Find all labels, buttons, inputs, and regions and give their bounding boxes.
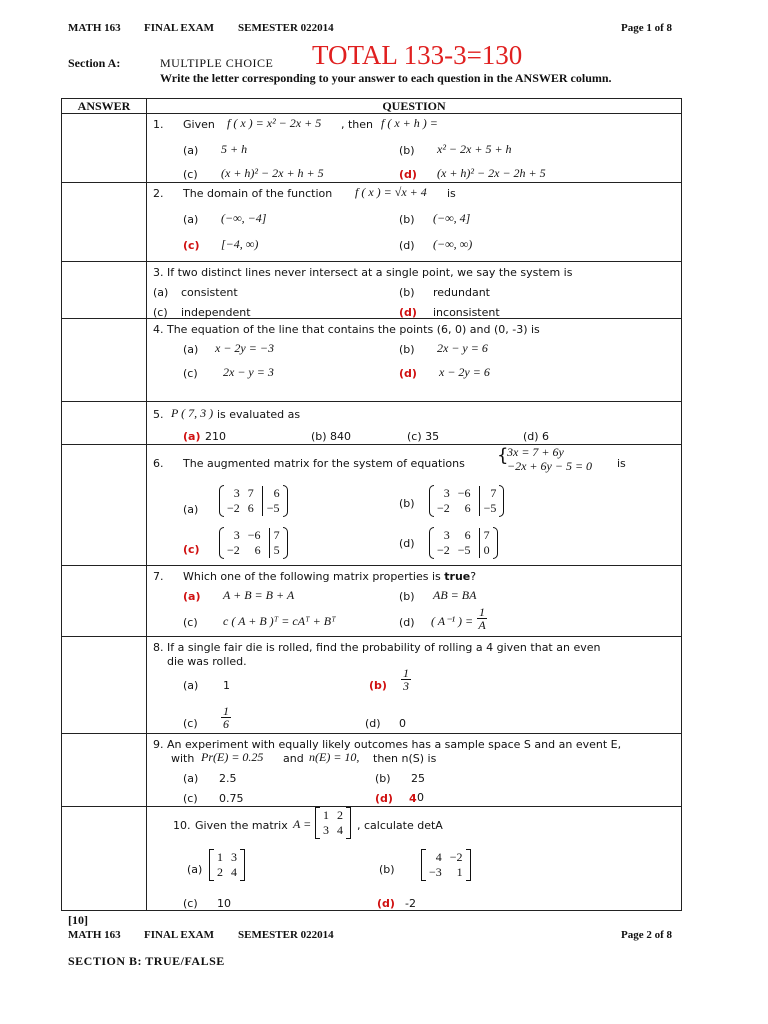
augmented-matrix [219, 485, 288, 520]
section-type: MULTIPLE CHOICE [160, 56, 274, 70]
equation: −2x + 6y − 5 = 0 [507, 459, 593, 473]
matrix-entry: 4 [231, 865, 237, 879]
option-value: AB = BA [433, 588, 477, 602]
question-column-header: QUESTION [147, 99, 682, 114]
option-label: (c) [183, 717, 198, 730]
answer-cell[interactable] [62, 637, 147, 734]
answer-cell[interactable] [62, 734, 147, 807]
option-label: (c) [183, 792, 198, 805]
option-value: 5 + h [221, 142, 248, 156]
matrix-entry: −2 [227, 543, 240, 557]
question-text: The domain of the function [183, 187, 333, 200]
answer-cell[interactable] [62, 402, 147, 445]
option-value: 2.5 [219, 772, 237, 785]
correct-option-label: (d) [399, 367, 417, 380]
question-number: 6. [153, 457, 164, 470]
option-d: (d) 6 [523, 430, 550, 443]
option-value: 25 [411, 772, 425, 785]
question-text: , then [341, 118, 374, 131]
option-label: (a) [183, 772, 199, 785]
equation: 3x = 7 + 6y [507, 445, 564, 459]
option-value: [−4, ∞) [221, 237, 259, 251]
question-text: then n(S) is [373, 752, 437, 765]
option-value: inconsistent [433, 306, 500, 319]
matrix-entry: 4 [337, 823, 343, 837]
option-label: (b) [399, 144, 415, 157]
option-value: c ( A + B )ᵀ = cAᵀ + Bᵀ [223, 614, 336, 628]
question-row [62, 114, 682, 183]
option-c: (c) 35 [407, 430, 440, 443]
math-expr: A = [293, 817, 312, 831]
option-value: 1 [223, 679, 230, 692]
course-code: MATH 163 [68, 929, 121, 941]
semester: SEMESTER 022014 [238, 22, 334, 34]
fraction: $\frac{1}{A}$ [478, 605, 486, 632]
correct-option-label: (d) [375, 792, 393, 805]
option-label: (c) [183, 897, 198, 910]
matrix-entry: 1 [323, 808, 329, 822]
option-value: 2x − y = 3 [223, 365, 274, 379]
matrix-entry: 2 [337, 808, 343, 822]
page-number: Page 2 of 8 [620, 929, 672, 941]
matrix-entry: −2 [437, 543, 450, 557]
matrix-entry: 6 [247, 501, 254, 515]
question-number: 7. [153, 570, 164, 583]
math-expr: f ( x ) = √x + 4 [355, 185, 427, 199]
option-value: 0 [399, 717, 406, 730]
correct-option-label: (d) [399, 168, 417, 181]
option-label: (a) [153, 286, 169, 299]
fraction: $\frac{1}{3}$ [403, 666, 409, 693]
answer-cell[interactable] [62, 319, 147, 402]
matrix-entry: 3 [443, 528, 450, 542]
matrix-entry: 0 [479, 543, 490, 558]
option-value: (−∞, ∞) [433, 237, 473, 251]
question-row [62, 445, 682, 566]
matrix-entry: 6 [464, 501, 471, 515]
option-label: (d) [399, 537, 415, 550]
question-row [62, 566, 682, 637]
option-value: x − 2y = −3 [215, 341, 274, 355]
augmented-matrix [429, 527, 498, 562]
question-row [62, 402, 682, 445]
question-text: , calculate detA [357, 819, 443, 832]
option-label: (b) [379, 863, 395, 876]
matrix-entry: −2 [437, 501, 450, 515]
answer-cell[interactable] [62, 114, 147, 183]
section-label: Section A: [68, 56, 121, 70]
option-value: 0 [417, 791, 424, 804]
matrix-entry: −5 [262, 501, 280, 516]
matrix [421, 849, 471, 884]
matrix-entry: 7 [247, 486, 254, 500]
question-row [62, 807, 682, 911]
option-label: (d) [399, 616, 415, 629]
total-marks: TOTAL 133-3=130 [312, 40, 523, 70]
option-value: independent [181, 306, 251, 319]
option-label: (b) [399, 286, 415, 299]
matrix-entry: 3 [233, 486, 240, 500]
option-label: (c) [183, 367, 198, 380]
answer-cell[interactable] [62, 262, 147, 319]
option-value: (−∞, 4] [433, 211, 471, 225]
exam-title: FINAL EXAM [144, 22, 214, 34]
system-brace: { [497, 445, 509, 466]
option-label: (b) [399, 213, 415, 226]
answer-cell[interactable] [62, 445, 147, 566]
correct-option-label: (a) [183, 430, 201, 443]
questions-table [61, 98, 682, 911]
option-value: consistent [181, 286, 238, 299]
course-code: MATH 163 [68, 22, 121, 34]
question-text: 8. If a single fair die is rolled, find the probability of rolling a 4 given that an even [153, 641, 601, 654]
option-label: (a) [183, 679, 199, 692]
matrix-entry: −2 [449, 850, 463, 864]
matrix [315, 807, 351, 842]
answer-cell[interactable] [62, 183, 147, 262]
question-text: die was rolled. [167, 655, 247, 668]
matrix-entry: −6 [457, 486, 471, 500]
matrix-entry: 7 [479, 528, 490, 543]
option-label: (a) [183, 503, 199, 516]
option-value: x − 2y = 6 [439, 365, 490, 379]
question-number: 5. [153, 408, 164, 421]
matrix-entry: 1 [217, 850, 223, 864]
option-label: (c) [183, 616, 198, 629]
option-value: ( A⁻¹ ) = [431, 614, 474, 628]
math-expr: P ( 7, 3 ) [171, 406, 214, 420]
question-text: Given [183, 118, 215, 131]
option-value: 2x − y = 6 [437, 341, 488, 355]
matrix-entry: 5 [269, 543, 280, 558]
math-expr: n(E) = 10, [309, 750, 360, 764]
question-text: is [447, 187, 456, 200]
matrix-entry: 3 [231, 850, 237, 864]
matrix-entry: 6 [262, 486, 280, 501]
math-expr: f ( x + h ) = [381, 116, 438, 130]
question-text: The augmented matrix for the system of equations [183, 457, 465, 470]
question-number: 10. [173, 819, 191, 832]
option-value: redundant [433, 286, 490, 299]
semester: SEMESTER 022014 [238, 929, 334, 941]
option-b: (b) 840 [311, 430, 352, 443]
instructions: Write the letter corresponding to your answer to each question in the ANSWER column. [160, 71, 612, 85]
question-text: 9. An experiment with equally likely outcomes has a sample space S and an event E, [153, 738, 622, 751]
math-expr: f ( x ) = x² − 2x + 5 [227, 116, 322, 130]
question-text: Which one of the following matrix properties is true? [183, 570, 477, 583]
question-number: 1. [153, 118, 164, 131]
matrix-entry: −6 [247, 528, 261, 542]
question-number: 2. [153, 187, 164, 200]
section-marks: [10] [68, 913, 88, 927]
option-label: (d) [365, 717, 381, 730]
matrix-entry: 4 [435, 850, 442, 864]
correct-option-label: (b) [369, 679, 387, 692]
correct-option-label: (a) [183, 590, 201, 603]
question-text: with [171, 752, 195, 765]
matrix-entry: −5 [479, 501, 497, 516]
option-label: (b) [399, 343, 415, 356]
question-text: is [617, 457, 626, 470]
matrix [209, 849, 245, 884]
option-label: (d) [399, 239, 415, 252]
option-label: (b) [375, 772, 391, 785]
option-value: x² − 2x + 5 + h [437, 142, 512, 156]
question-text: 3. If two distinct lines never intersect at a single point, we say the system is [153, 266, 573, 279]
correct-option-label: (d) [377, 897, 395, 910]
correct-option-value: 4 [409, 792, 417, 805]
option-value: 10 [217, 897, 231, 910]
answer-cell[interactable] [62, 807, 147, 911]
option-value: A + B = B + A [223, 588, 295, 602]
matrix-entry: 3 [323, 823, 329, 837]
answer-cell[interactable] [62, 566, 147, 637]
matrix-entry: 6 [254, 543, 261, 557]
matrix-entry: 3 [233, 528, 240, 542]
option-label: (c) [153, 306, 168, 319]
question-row [62, 319, 682, 402]
option-value: -2 [405, 897, 416, 910]
option-value: (x + h)² − 2x − 2h + 5 [437, 166, 546, 180]
answer-column-header: ANSWER [62, 99, 147, 114]
matrix-entry: 2 [217, 865, 223, 879]
option-label: (a) [183, 343, 199, 356]
question-text: and [283, 752, 304, 765]
augmented-matrix [219, 527, 288, 562]
exam-title: FINAL EXAM [144, 929, 214, 941]
matrix-entry: −5 [457, 543, 471, 557]
option-value: (x + h)² − 2x + h + 5 [221, 166, 324, 180]
matrix-entry: −3 [429, 865, 442, 879]
correct-option-label: (c) [183, 543, 200, 556]
question-text: is evaluated as [217, 408, 301, 421]
option-label: (b) [399, 590, 415, 603]
matrix-entry: 3 [443, 486, 450, 500]
page-number: Page 1 of 8 [620, 22, 672, 34]
option-label: (c) [183, 168, 198, 181]
option-value: 210 [205, 430, 226, 443]
option-value: 0.75 [219, 792, 244, 805]
fraction: $\frac{1}{6}$ [223, 704, 229, 731]
matrix-entry: −2 [227, 501, 240, 515]
matrix-entry: 1 [456, 865, 463, 879]
correct-option-label: (d) [399, 306, 417, 319]
option-label: (a) [183, 213, 199, 226]
option-label: (a) [187, 863, 203, 876]
option-value: (−∞, −4] [221, 211, 267, 225]
augmented-matrix [429, 485, 504, 520]
option-label: (b) [399, 497, 415, 510]
question-row [62, 262, 682, 319]
math-expr: Pr(E) = 0.25 [201, 750, 264, 764]
matrix-entry: 7 [479, 486, 497, 501]
question-row [62, 734, 682, 807]
correct-option-label: (c) [183, 239, 200, 252]
question-row [62, 637, 682, 734]
matrix-entry: 6 [464, 528, 471, 542]
question-row [62, 183, 682, 262]
table-header-row [62, 99, 682, 114]
section-b-title: SECTION B: TRUE/FALSE [68, 954, 225, 968]
option-label: (a) [183, 144, 199, 157]
matrix-entry: 7 [269, 528, 280, 543]
question-text: Given the matrix [195, 819, 288, 832]
question-text: 4. The equation of the line that contains the points (6, 0) and (0, -3) is [153, 323, 540, 336]
